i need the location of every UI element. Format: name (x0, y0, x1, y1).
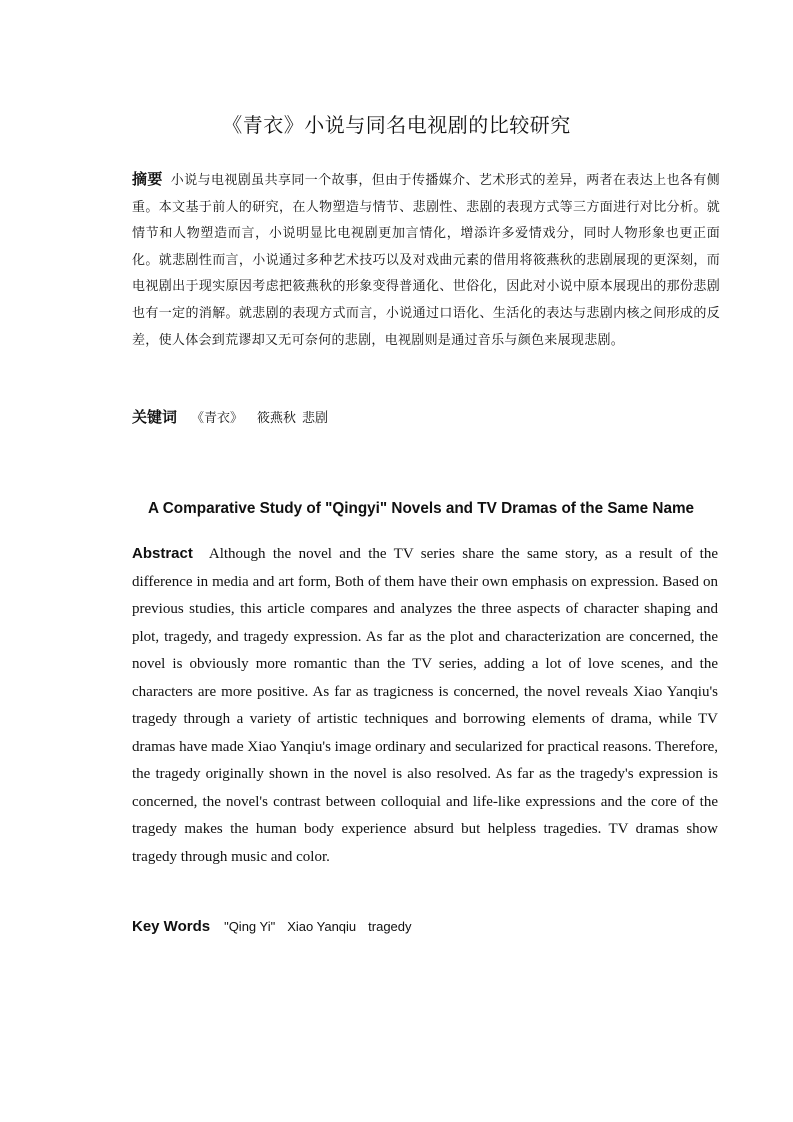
english-keywords-label: Key Words (132, 918, 211, 935)
chinese-keyword: 《青衣》 (191, 411, 244, 426)
chinese-abstract-text: 小说与电视剧虽共享同一个故事，但由于传播媒介、艺术形式的差异，两者在表达上也各有侧重。本文基于前人的研究，在人物塑造与情节、悲剧性、悲剧的表现方式等三方面进行对比分析。就情节和人物塑造而言，小说明显比电视剧更加言情化，增添许多爱情戏分，同时人物形象也更正面化。就悲剧性而言，小说通过多种艺术技巧以及对戏曲元素的借用将筱燕秋的悲剧展现的更深刻，而电视剧出于现实原因考虑把筱燕秋的形象变得普通化、世俗化，因此对小说中原本展现出的那份悲剧也有一定的消解。就悲剧的表现方式而言，小说通过口语化、生活化的表达与悲剧内核之间形成的反差，使人体会到荒谬却又无可奈何的悲剧，电视剧则是通过音乐与颜色来展现悲剧。 (132, 173, 720, 348)
english-keyword: tragedy (368, 919, 412, 934)
chinese-keywords-label: 关键词 (132, 408, 178, 426)
english-abstract-text: Although the novel and the TV series share the same story, as a result of the difference in media and art form, Both of them have their own emphasis on expression. Based on previous studies, this article compares and analyzes the three aspects of character shaping and plot, tragedy, and tragedy expression. As far as the plot and characterization are concerned, the novel is obviously more romantic than the TV series, adding a lot of love scenes, and the characters are more positive. As far as tragicness is concerned, the novel reveals Xiao Yanqiu's tragedy through a variety of artistic techniques and borrowing elements of drama, while TV dramas have made Xiao Yanqiu's image ordinary and secularized for practical reasons. Therefore, the tragedy originally shown in the novel is also resolved. As far as the tragedy's expression is concerned, the novel's contrast between colloquial and life-like expressions and the core of the tragedy makes the human body experience absurd but helpless tragedies. TV dramas show tragedy through music and color. (132, 546, 718, 865)
english-keyword: "Qing Yi" (224, 919, 276, 934)
chinese-keyword: 筱燕秋 (257, 411, 297, 426)
chinese-keywords (132, 404, 720, 432)
english-abstract-label: Abstract (132, 545, 193, 562)
english-title: A Comparative Study of "Qingyi" Novels and TV Dramas of the Same Name (148, 500, 695, 517)
chinese-keyword: 悲剧 (302, 411, 329, 426)
english-keywords (132, 914, 720, 940)
chinese-abstract-label: 摘要 (132, 170, 163, 188)
english-abstract (132, 540, 718, 871)
chinese-title: 《青衣》小说与同名电视剧的比较研究 (222, 113, 571, 137)
chinese-abstract (132, 166, 720, 354)
english-keyword: Xiao Yanqiu (287, 919, 357, 934)
